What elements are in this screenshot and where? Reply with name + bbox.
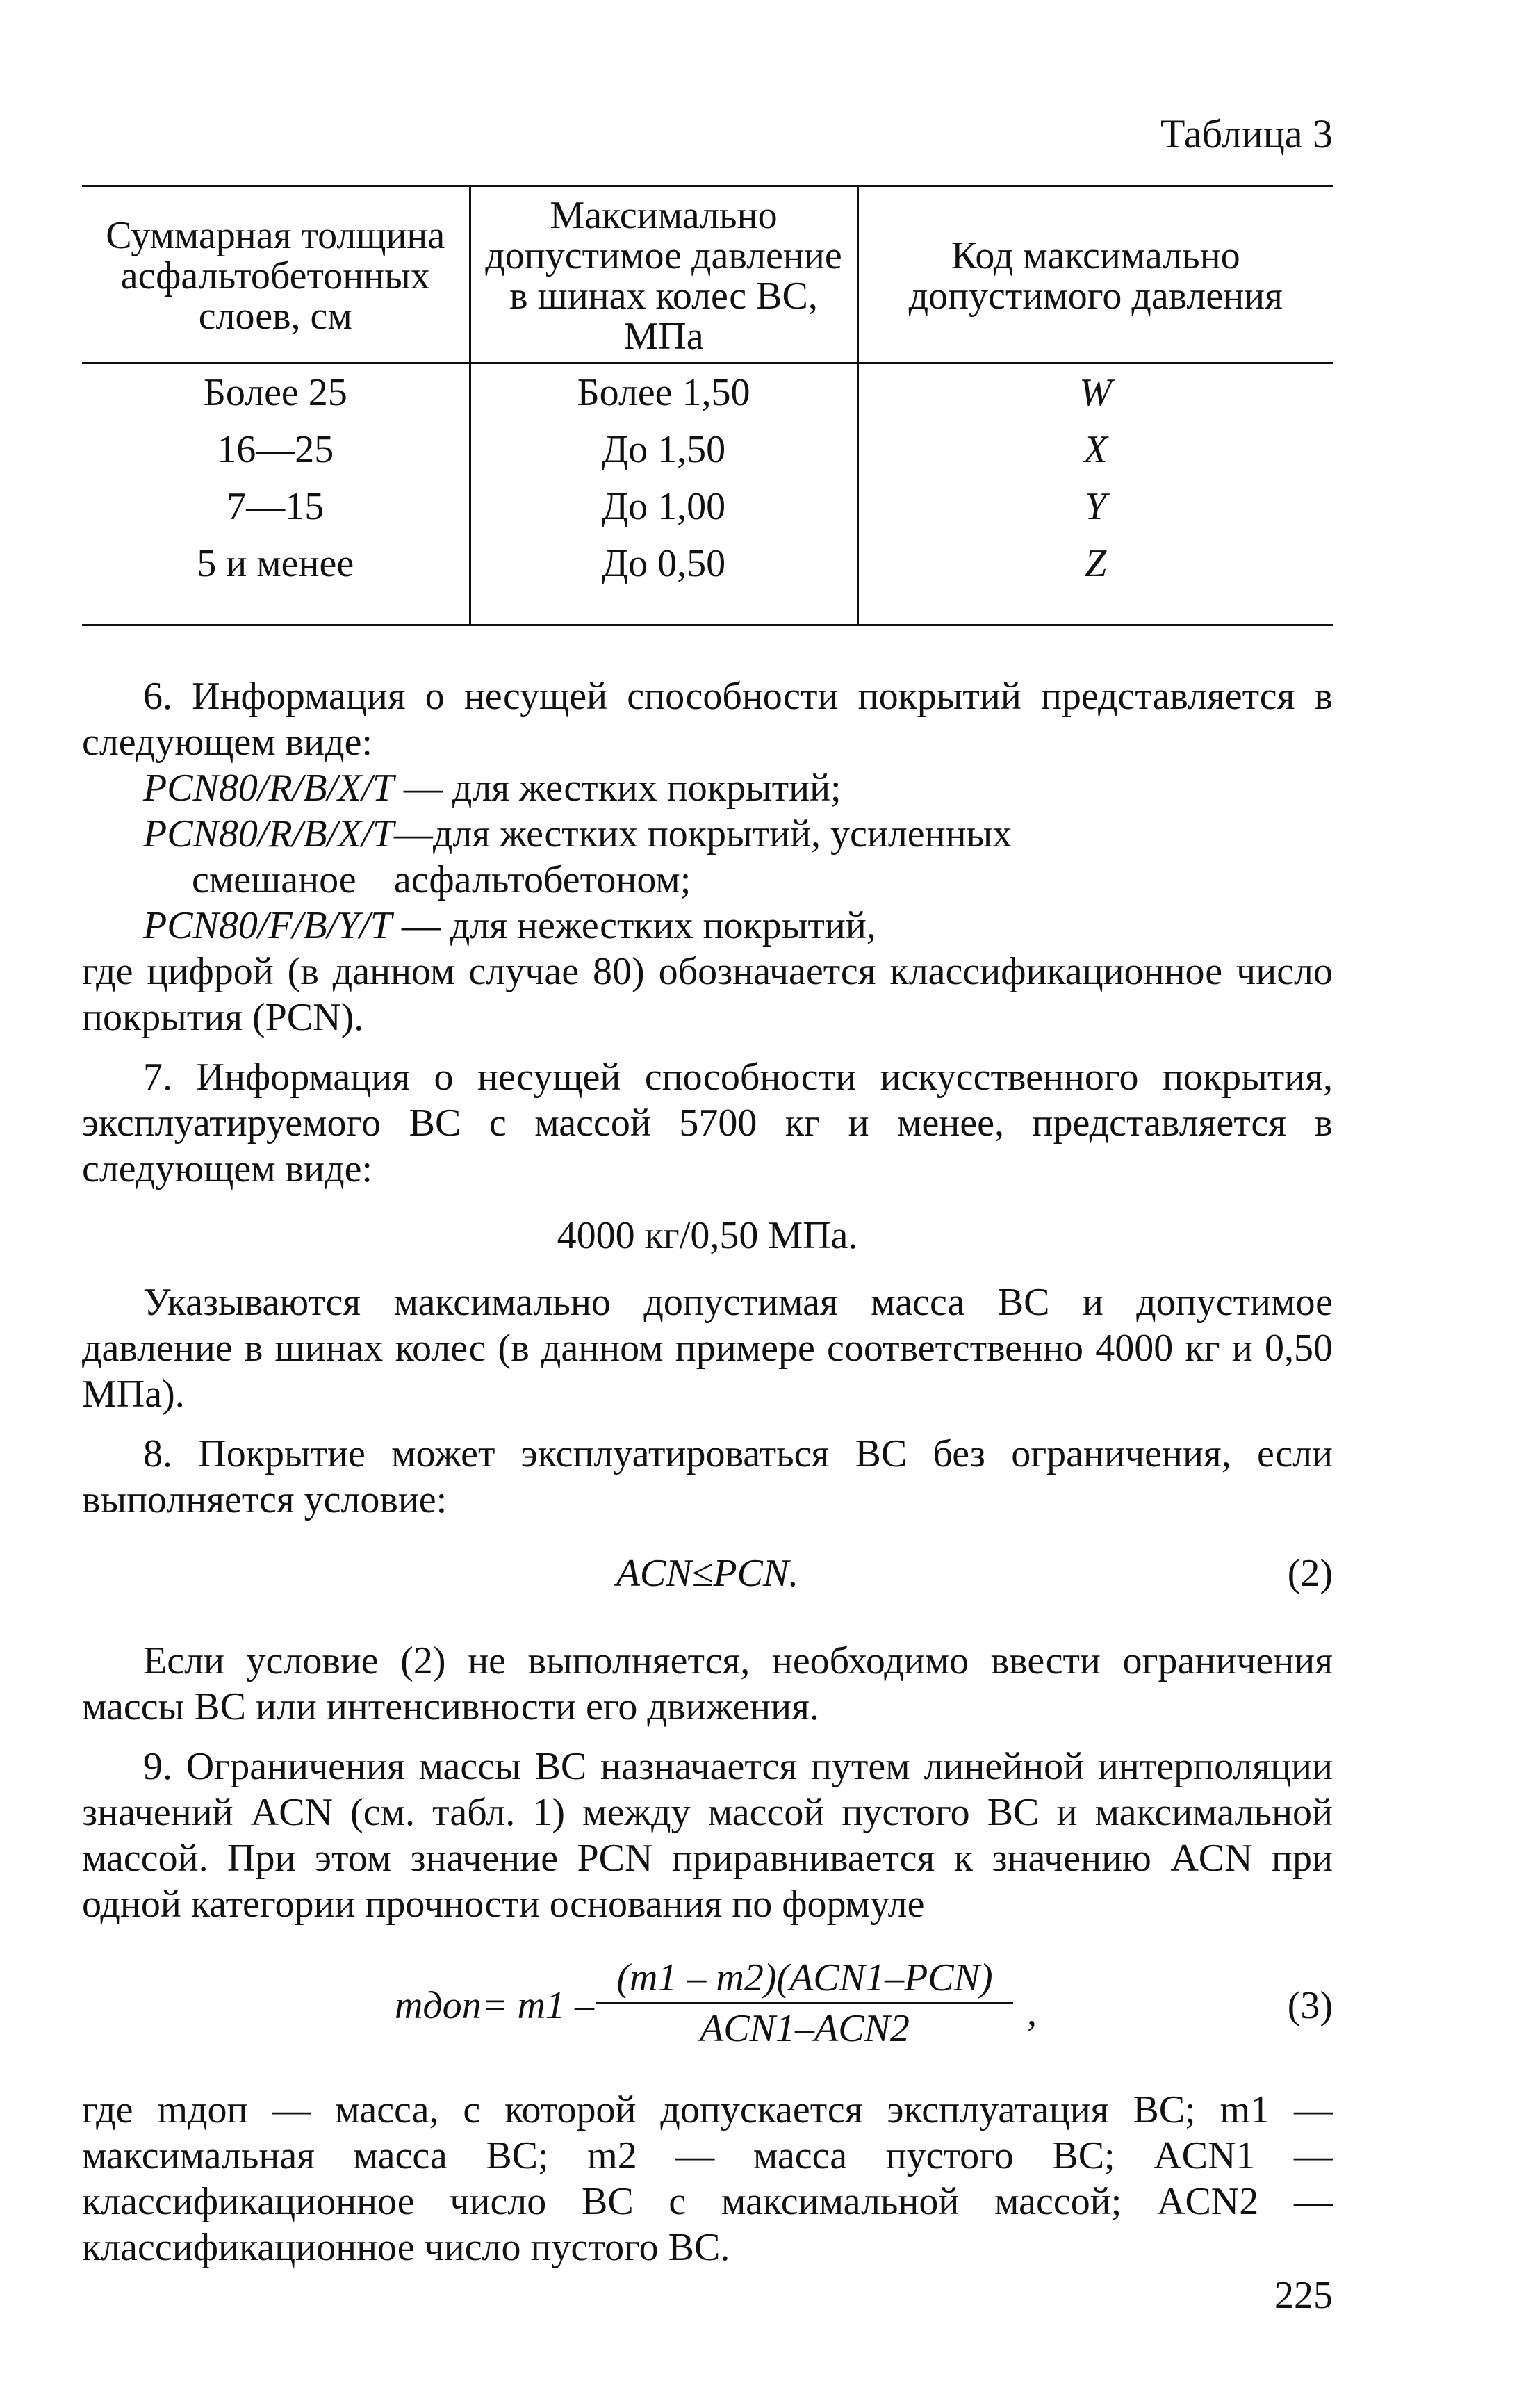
- page-number: 225: [1274, 2274, 1333, 2317]
- table-caption: Таблица 3: [1160, 111, 1333, 156]
- pcn-code: PCN80/F/B/Y/T: [143, 904, 392, 947]
- cell-pressure: До 1,50: [470, 421, 857, 478]
- formula-3-denominator: ACN1–ACN2: [700, 2007, 910, 2050]
- table-row: [82, 535, 1333, 625]
- cell-pressure: Более 1,50: [470, 363, 857, 422]
- pcn-code-block: [143, 811, 394, 903]
- formula-3-comma: ,: [1027, 1991, 1037, 2034]
- fraction-bar: [596, 2002, 1013, 2004]
- section-6-intro: 6. Информация о несущей способности покрытий представляется в следующем виде:: [82, 675, 1333, 764]
- cell-code: X: [857, 421, 1333, 478]
- table-row: [82, 363, 1333, 422]
- header-thickness: Суммарная толщина асфальтобетонных слоев, см: [82, 186, 470, 363]
- cell-thickness: 5 и менее: [197, 542, 354, 585]
- section-9-where: где mдоп — масса, с которой допускается эксплуатация ВС; m1 — максимальная масса ВС; m2 — масса пустого ВС; ACN1 — классификационное число ВС с максимальной массой; ACN2 — классификационное число пустого ВС.: [82, 2088, 1333, 2269]
- formula-2: [82, 1550, 1333, 1596]
- pcn-code-line: [82, 903, 1333, 949]
- section-7-explanation: Указываются максимально допустимая масса ВС и допустимое давление в шинах колес (в данном примере соответственно 4000 кг и 0,50 МПа).: [82, 1281, 1333, 1416]
- section-6-tail: где цифрой (в данном случае 80) обозначается классификационное число покрытия (PCN).: [82, 950, 1333, 1039]
- formula-3: [82, 1955, 1333, 2059]
- cell-thickness: Более 25: [203, 371, 347, 414]
- cell-code: Y: [857, 478, 1333, 535]
- pcn-desc: — для нежестких покрытий,: [391, 904, 876, 947]
- pcn-code: PCN80/R/B/X/T: [143, 812, 394, 855]
- section-7-intro: 7. Информация о несущей способности искусственного покрытия, эксплуатируемого ВС с массой 5700 кг и менее, представляется в следующем виде:: [82, 1056, 1333, 1190]
- pcn-code-line: [82, 765, 1333, 811]
- header-max-pressure: Максимально допустимое давление в шинах колес ВС, МПа: [470, 186, 857, 363]
- section-9-intro: 9. Ограничения массы ВС назначается путем линейной интерполяции значений ACN (см. табл. 1) между массой пустого ВС и максимальной массой. При этом значение PCN приравнивается к значению ACN при одной категории прочности основания по формуле: [82, 1745, 1333, 1926]
- cell-pressure: До 1,00: [470, 478, 857, 535]
- pcn-desc: — для жестких покрытий;: [393, 767, 842, 810]
- cell-code: Z: [857, 535, 1333, 625]
- formula-3-fraction: [596, 1955, 1013, 2051]
- formula-2-number: (2): [1287, 1552, 1333, 1595]
- document-page: [82, 111, 1333, 2317]
- table-row: [82, 421, 1333, 478]
- section-8-intro: 8. Покрытие может эксплуатироваться ВС без ограничения, если выполняется условие:: [82, 1432, 1333, 1521]
- cell-pressure: До 0,50: [470, 535, 857, 625]
- pcn-code: PCN80/R/B/X/T: [143, 767, 394, 810]
- formula-3-numerator: (m1 – m2)(ACN1–PCN): [616, 1956, 993, 1999]
- section-8-after: Если условие (2) не выполняется, необходимо ввести ограничения массы ВС или интенсивности его движения.: [82, 1639, 1333, 1728]
- cell-thickness: 7—15: [227, 485, 325, 528]
- cell-code: W: [857, 363, 1333, 422]
- pcn-code-line: [82, 811, 1333, 903]
- table-header-row: [82, 186, 1333, 363]
- section-7-example: 4000 кг/0,50 МПа.: [557, 1214, 858, 1257]
- pcn-code-sub: смешаное: [192, 858, 356, 901]
- formula-3-lhs: mдоп= m1 –: [395, 1984, 594, 2027]
- formula-3-number: (3): [1287, 1984, 1333, 2027]
- pressure-code-table: [82, 185, 1333, 626]
- header-pressure-code: Код максимально допустимого давления: [857, 186, 1333, 363]
- pcn-desc: —для жестких покрытий, усиленных асфальтобетоном;: [393, 812, 1012, 901]
- table-row: [82, 478, 1333, 535]
- cell-thickness: 16—25: [217, 428, 334, 471]
- formula-2-expression: ACN≤PCN.: [616, 1552, 799, 1595]
